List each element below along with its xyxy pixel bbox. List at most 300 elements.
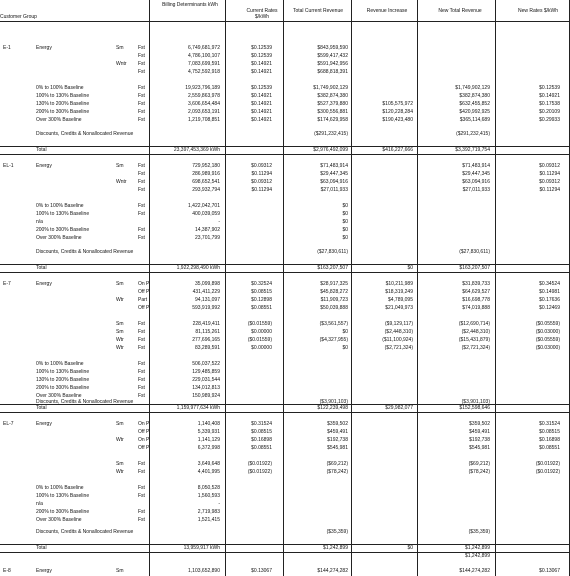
total-rule-bottom	[0, 272, 570, 273]
cell-item: Over 300% Baseline	[36, 517, 82, 523]
cell-cur: $599,417,432	[317, 53, 348, 59]
cell-cur: ($35,359)	[326, 529, 348, 535]
cell-kwh: 228,419,411	[192, 321, 220, 327]
cell-period: Fst	[138, 61, 145, 67]
header-rule	[0, 21, 570, 22]
cell-newrev: $74,019,888	[462, 305, 490, 311]
cell-inc: $4,789,095	[387, 297, 413, 303]
cell-cur: $459,491	[327, 429, 348, 435]
cell-inc: $29,982,077	[385, 405, 413, 411]
header-new-rates: New Rates $/kWh	[517, 8, 558, 14]
cell-newrate: $0.34524	[539, 281, 560, 287]
cell-rate: $0.14921	[251, 61, 272, 67]
cell-newrate: $0.08515	[539, 429, 560, 435]
cell-newrev: ($69,212)	[468, 461, 490, 467]
cell-period: Fst	[138, 321, 145, 327]
cell-period: Fst	[138, 227, 145, 233]
cell-newrev: ($15,431,879)	[458, 337, 490, 343]
cell-period: Fst	[138, 179, 145, 185]
cell-rate: $0.31524	[251, 421, 272, 427]
cell-newrate: ($0.03000)	[535, 345, 560, 351]
cell-cur: $843,959,590	[317, 45, 348, 51]
cell-newrev: $64,629,527	[462, 289, 490, 295]
cell-item: 100% to 130% Baseline	[36, 369, 90, 375]
cell-kwh: 7,083,699,591	[188, 61, 220, 67]
cell-season: Sm	[116, 163, 124, 169]
cell-newrate: $0.09312	[539, 163, 560, 169]
cell-newrev: $632,455,852	[459, 101, 490, 107]
cell-cur: ($3,901,103)	[319, 399, 348, 405]
cell-newrev: ($2,721,324)	[461, 345, 490, 351]
cell-cur: $28,917,325	[320, 281, 348, 287]
cell-period: Fst	[138, 493, 145, 499]
cell-kwh: 19,923,796,189	[185, 85, 220, 91]
cell-newrev: $1,749,902,129	[455, 85, 490, 91]
cell-rate: $0.14921	[251, 69, 272, 75]
cell-newrate: $0.12469	[539, 305, 560, 311]
cell-cur: $527,379,880	[317, 101, 348, 107]
header-customer-group: Customer Group	[0, 14, 37, 20]
cell-item: 200% to 300% Baseline	[36, 509, 90, 515]
cell-newrate: $0.13067	[539, 568, 560, 574]
cell-item: 100% to 130% Baseline	[36, 493, 90, 499]
cell-period: Fst	[138, 393, 145, 399]
cell-group: EL-7	[3, 421, 14, 427]
cell-item: 0% to 100% Baseline	[36, 203, 84, 209]
cell-kwh: 1,560,593	[197, 493, 220, 499]
cell-inc: ($2,721,324)	[384, 345, 413, 351]
cell-rate: $0.16898	[251, 437, 272, 443]
cell-cur: $27,011,933	[320, 187, 348, 193]
cell-newrate: ($0.03000)	[535, 329, 560, 335]
cell-rate: $0.12539	[251, 85, 272, 91]
cell-newrev: $27,011,933	[462, 187, 490, 193]
cell-period: Fst	[138, 163, 145, 169]
cell-item: 0% to 100% Baseline	[36, 361, 84, 367]
header-new-total-revenue: New Total Revenue	[438, 8, 482, 14]
cell-newrev: $365,114,689	[459, 117, 490, 123]
cell-inc: ($9,129,117)	[385, 321, 413, 327]
cell-newrate: $0.14981	[539, 289, 560, 295]
cell-kwh: 3,649,648	[197, 461, 220, 467]
cell-newrev: ($35,359)	[468, 529, 490, 535]
cell-item: Energy	[36, 568, 52, 574]
cell-newrate: $0.11294	[539, 187, 560, 193]
cell-inc: $416,227,666	[382, 147, 413, 153]
cell-cur: ($69,212)	[326, 461, 348, 467]
cell-newrev: $29,447,345	[462, 171, 490, 177]
cell-cur: ($291,232,415)	[314, 131, 348, 137]
cell-item: Total	[36, 265, 47, 271]
total-rule-bottom	[0, 412, 570, 413]
cell-newrate: $0.08551	[539, 445, 560, 451]
cell-kwh: 13,959,917 kWh	[183, 545, 220, 551]
cell-newrate: $0.14921	[539, 93, 560, 99]
cell-cur: $0	[342, 345, 348, 351]
cell-group: E-7	[3, 281, 11, 287]
cell-season: Wntr	[116, 61, 127, 67]
cell-cur: $545,981	[327, 445, 348, 451]
cell-newrate: ($0.05559)	[535, 337, 560, 343]
cell-newrev: $382,874,380	[459, 93, 490, 99]
cell-rate: $0.12898	[251, 297, 272, 303]
cell-newrev: $1,242,899	[464, 545, 490, 551]
cell-cur: $0	[342, 329, 348, 335]
cell-season: Sm	[116, 281, 124, 287]
cell-item: 200% to 300% Baseline	[36, 109, 90, 115]
cell-kwh: 593,919,992	[192, 305, 220, 311]
cell-newrate: $0.09312	[539, 179, 560, 185]
cell-season: Wtr	[116, 437, 124, 443]
cell-kwh: 1,159,977,634 kWh	[176, 405, 220, 411]
cell-rate: $0.08551	[251, 445, 272, 451]
cell-cur: ($3,561,557)	[319, 321, 348, 327]
cell-cur: ($27,830,611)	[317, 249, 348, 255]
cell-item: 130% to 200% Baseline	[36, 101, 90, 107]
cell-cur: $0	[342, 219, 348, 225]
cell-newrev: $1,242,899	[464, 553, 490, 559]
cell-item: 100% to 130% Baseline	[36, 93, 90, 99]
cell-inc: $0	[407, 265, 413, 271]
cell-cur: $1,242,899	[322, 545, 348, 551]
total-rule-bottom	[0, 154, 570, 155]
cell-group: EL-1	[3, 163, 14, 169]
cell-newrev: $152,598,646	[459, 405, 490, 411]
cell-cur: $29,447,345	[320, 171, 348, 177]
cell-kwh: 229,031,544	[192, 377, 220, 383]
cell-period: Fst	[138, 461, 145, 467]
cell-cur: $122,239,498	[317, 405, 348, 411]
cell-period: Fst	[138, 171, 145, 177]
cell-newrate: $0.20109	[539, 109, 560, 115]
cell-rate: $0.12539	[251, 53, 272, 59]
cell-newrate: ($0.05559)	[535, 321, 560, 327]
cell-inc: $105,575,972	[382, 101, 413, 107]
cell-season: Sm	[116, 568, 124, 574]
cell-kwh: -	[218, 219, 220, 225]
column-divider	[351, 0, 352, 576]
cell-period: Fst	[138, 211, 145, 217]
total-rule-top	[0, 146, 570, 147]
cell-kwh: 8,050,528	[197, 485, 220, 491]
column-divider	[417, 0, 418, 576]
cell-season: Sm	[116, 461, 124, 467]
cell-newrev: $144,274,282	[459, 568, 490, 574]
cell-item: Over 300% Baseline	[36, 117, 82, 123]
cell-item: 0% to 100% Baseline	[36, 485, 84, 491]
cell-item: Discounts, Credits & Nonallocated Revenue	[36, 399, 134, 405]
cell-period: Fst	[138, 509, 145, 515]
cell-cur: ($78,242)	[326, 469, 348, 475]
cell-period: Fst	[138, 369, 145, 375]
cell-rate: $0.00000	[251, 329, 272, 335]
cell-cur: $11,909,723	[320, 297, 348, 303]
cell-period: Fst	[138, 385, 145, 391]
cell-newrev: ($291,232,415)	[456, 131, 490, 137]
cell-newrev: $192,738	[469, 437, 490, 443]
cell-item: Total	[36, 405, 47, 411]
cell-newrev: ($27,830,611)	[459, 249, 490, 255]
cell-item: Total	[36, 545, 47, 551]
cell-cur: $1,749,902,129	[313, 85, 348, 91]
cell-period: Off P	[138, 289, 150, 295]
cell-kwh: 23,397,453,369 kWh	[173, 147, 220, 153]
cell-item: Discounts, Credits & Nonallocated Revenue	[36, 131, 134, 137]
cell-rate: $0.32524	[251, 281, 272, 287]
cell-kwh: 506,037,522	[192, 361, 220, 367]
cell-inc: $10,211,989	[385, 281, 413, 287]
cell-period: Fst	[138, 329, 145, 335]
cell-kwh: 1,422,042,701	[188, 203, 220, 209]
cell-item: Energy	[36, 45, 52, 51]
header-billing-determinants: Billing Determinants kWh	[162, 2, 218, 8]
cell-kwh: 4,401,995	[197, 469, 220, 475]
cell-kwh: 83,289,591	[194, 345, 220, 351]
cell-rate: $0.00000	[251, 345, 272, 351]
cell-kwh: 286,989,916	[192, 171, 220, 177]
cell-period: Fst	[138, 117, 145, 123]
cell-newrate: $0.17538	[539, 101, 560, 107]
cell-newrate: ($0.01922)	[535, 461, 560, 467]
cell-group: E-1	[3, 45, 11, 51]
cell-cur: $163,207,507	[317, 265, 348, 271]
cell-season: Wtr	[116, 297, 124, 303]
cell-item: Total	[36, 147, 47, 153]
cell-group: E-8	[3, 568, 11, 574]
cell-season: Sm	[116, 45, 124, 51]
cell-item: Discounts, Credits & Nonallocated Revenue	[36, 529, 134, 535]
cell-cur: $144,274,282	[317, 568, 348, 574]
cell-item: n/a	[36, 501, 43, 507]
cell-period: Fst	[138, 93, 145, 99]
cell-cur: $174,629,958	[317, 117, 348, 123]
cell-kwh: 35,099,898	[194, 281, 220, 287]
cell-newrev: $16,698,778	[462, 297, 490, 303]
cell-newrev: $3,392,719,754	[455, 147, 490, 153]
cell-item: Discounts, Credits & Nonallocated Revenue	[36, 249, 134, 255]
cell-period: Part	[138, 297, 148, 303]
cell-kwh: 6,749,681,972	[188, 45, 220, 51]
cell-newrate: $0.31524	[539, 421, 560, 427]
cell-kwh: 1,141,129	[197, 437, 220, 443]
cell-newrate: $0.29933	[539, 117, 560, 123]
cell-newrev: $31,839,733	[462, 281, 490, 287]
total-rule-top	[0, 404, 570, 405]
cell-rate: ($0.01559)	[247, 337, 272, 343]
cell-period: Fst	[138, 203, 145, 209]
cell-newrev: ($12,690,714)	[458, 321, 490, 327]
cell-kwh: 1,219,708,851	[188, 117, 220, 123]
cell-kwh: 277,696,165	[192, 337, 220, 343]
cell-kwh: 150,989,924	[192, 393, 220, 399]
cell-rate: $0.09312	[251, 163, 272, 169]
cell-newrate: $0.17636	[539, 297, 560, 303]
cell-kwh: 431,411,229	[192, 289, 220, 295]
cell-period: Fst	[138, 517, 145, 523]
cell-inc: $18,319,249	[385, 289, 413, 295]
cell-rate: $0.13067	[251, 568, 272, 574]
cell-newrate: $0.12539	[539, 85, 560, 91]
cell-cur: $45,828,272	[320, 289, 348, 295]
cell-kwh: 14,387,902	[194, 227, 220, 233]
cell-season: Wtr	[116, 337, 124, 343]
cell-newrev: $459,491	[469, 429, 490, 435]
cell-kwh: -	[218, 501, 220, 507]
cell-kwh: 23,701,799	[194, 235, 220, 241]
cell-item: Energy	[36, 163, 52, 169]
cell-item: Over 300% Baseline	[36, 393, 82, 399]
cell-kwh: 129,485,859	[192, 369, 220, 375]
cell-period: On P	[138, 281, 150, 287]
cell-kwh: 729,952,180	[192, 163, 220, 169]
cell-kwh: 2,559,863,978	[188, 93, 220, 99]
column-divider	[283, 0, 284, 576]
cell-kwh: 6,372,998	[197, 445, 220, 451]
header-revenue-increase: Revenue Increase	[366, 8, 408, 14]
cell-inc: $21,049,973	[385, 305, 413, 311]
cell-period: Fst	[138, 377, 145, 383]
cell-period: Off P	[138, 445, 150, 451]
cell-item: 130% to 200% Baseline	[36, 377, 90, 383]
cell-period: Off P	[138, 429, 150, 435]
cell-newrate: ($0.01922)	[535, 469, 560, 475]
cell-rate: $0.14921	[251, 93, 272, 99]
cell-cur: ($4,327,955)	[319, 337, 348, 343]
cell-period: Off P	[138, 305, 150, 311]
cell-kwh: 81,115,261	[195, 329, 220, 335]
cell-kwh: 4,786,100,107	[188, 53, 220, 59]
cell-item: 100% to 130% Baseline	[36, 211, 90, 217]
cell-newrev: $420,992,925	[459, 109, 490, 115]
cell-period: Fst	[138, 187, 145, 193]
cell-cur: $359,502	[327, 421, 348, 427]
cell-rate: $0.08515	[251, 289, 272, 295]
cell-inc: $0	[407, 545, 413, 551]
cell-rate: $0.11294	[251, 171, 272, 177]
cell-newrev: $163,207,507	[459, 265, 490, 271]
cell-kwh: 1,103,652,890	[188, 568, 220, 574]
cell-kwh: 94,131,097	[194, 297, 220, 303]
cell-cur: $71,483,914	[320, 163, 348, 169]
cell-kwh: 2,093,653,191	[188, 109, 220, 115]
cell-kwh: 2,719,983	[197, 509, 220, 515]
cell-newrev: ($3,901,103)	[461, 399, 490, 405]
cell-period: Fst	[138, 345, 145, 351]
cell-period: On P	[138, 421, 150, 427]
column-divider	[225, 0, 226, 576]
cell-cur: $50,039,888	[320, 305, 348, 311]
cell-rate: ($0.01922)	[247, 469, 272, 475]
cell-rate: $0.09312	[251, 179, 272, 185]
cell-rate: $0.12539	[251, 45, 272, 51]
cell-kwh: 5,339,931	[197, 429, 220, 435]
cell-newrev: $63,094,916	[462, 179, 490, 185]
cell-period: Fst	[138, 85, 145, 91]
cell-period: Fst	[138, 235, 145, 241]
cell-item: Energy	[36, 281, 52, 287]
cell-inc: ($2,448,310)	[384, 329, 413, 335]
cell-kwh: 293,932,794	[192, 187, 220, 193]
cell-kwh: 1,922,298,490 kWh	[176, 265, 220, 271]
cell-season: Sm	[116, 329, 124, 335]
cell-item: 200% to 300% Baseline	[36, 385, 90, 391]
cell-rate: $0.08551	[251, 305, 272, 311]
total-rule-top	[0, 264, 570, 265]
cell-kwh: 1,140,408	[197, 421, 220, 427]
header-total-current-revenue: Total Current Revenue	[292, 8, 344, 14]
cell-cur: $0	[342, 211, 348, 217]
cell-period: Fst	[138, 485, 145, 491]
cell-rate: ($0.01559)	[247, 321, 272, 327]
cell-rate: ($0.01922)	[247, 461, 272, 467]
cell-kwh: 3,606,654,484	[188, 101, 220, 107]
cell-period: Fst	[138, 337, 145, 343]
cell-cur: $0	[342, 227, 348, 233]
cell-period: On P	[138, 437, 150, 443]
cell-period: Fst	[138, 69, 145, 75]
cell-item: n/a	[36, 219, 43, 225]
cell-item: 0% to 100% Baseline	[36, 85, 84, 91]
cell-inc: ($11,100,924)	[382, 337, 413, 343]
cell-cur: $63,094,916	[320, 179, 348, 185]
cell-rate: $0.14921	[251, 117, 272, 123]
total-rule-bottom	[0, 552, 570, 553]
cell-kwh: 1,521,415	[197, 517, 220, 523]
cell-newrev: $71,483,914	[462, 163, 490, 169]
cell-rate: $0.14921	[251, 101, 272, 107]
cell-season: Wtr	[116, 469, 124, 475]
cell-newrate: $0.16898	[539, 437, 560, 443]
cell-kwh: 4,752,592,918	[188, 69, 220, 75]
cell-cur: $0	[342, 235, 348, 241]
total-rule-top	[0, 544, 570, 545]
cell-item: Over 300% Baseline	[36, 235, 82, 241]
cell-season: Sm	[116, 421, 124, 427]
cell-season: Sm	[116, 321, 124, 327]
cell-newrev: ($78,242)	[468, 469, 490, 475]
cell-season: Wntr	[116, 179, 127, 185]
cell-newrev: $545,981	[469, 445, 490, 451]
cell-rate: $0.14921	[251, 109, 272, 115]
cell-period: Fst	[138, 101, 145, 107]
cell-kwh: 400,039,059	[192, 211, 220, 217]
cell-inc: $120,228,284	[382, 109, 413, 115]
cell-cur: $688,818,391	[317, 69, 348, 75]
cell-inc: $190,423,480	[382, 117, 413, 123]
cell-season: Wtr	[116, 345, 124, 351]
cell-cur: $591,942,956	[317, 61, 348, 67]
cell-cur: $382,874,380	[317, 93, 348, 99]
cell-rate: $0.08515	[251, 429, 272, 435]
cell-item: 200% to 300% Baseline	[36, 227, 90, 233]
cell-newrev: ($2,448,310)	[461, 329, 490, 335]
cell-cur: $192,738	[327, 437, 348, 443]
cell-kwh: 134,012,813	[192, 385, 220, 391]
cell-period: Fst	[138, 109, 145, 115]
column-divider	[149, 0, 150, 576]
cell-period: Fst	[138, 469, 145, 475]
header-current-rates: Current Rates $/kWh	[246, 8, 278, 20]
cell-item: Energy	[36, 421, 52, 427]
cell-period: Fst	[138, 45, 145, 51]
cell-cur: $2,976,492,099	[313, 147, 348, 153]
cell-cur: $300,556,881	[317, 109, 348, 115]
cell-rate: $0.11294	[251, 187, 272, 193]
cell-cur: $0	[342, 203, 348, 209]
cell-newrev: $359,502	[469, 421, 490, 427]
column-divider	[495, 0, 496, 576]
cell-kwh: 698,652,541	[192, 179, 220, 185]
